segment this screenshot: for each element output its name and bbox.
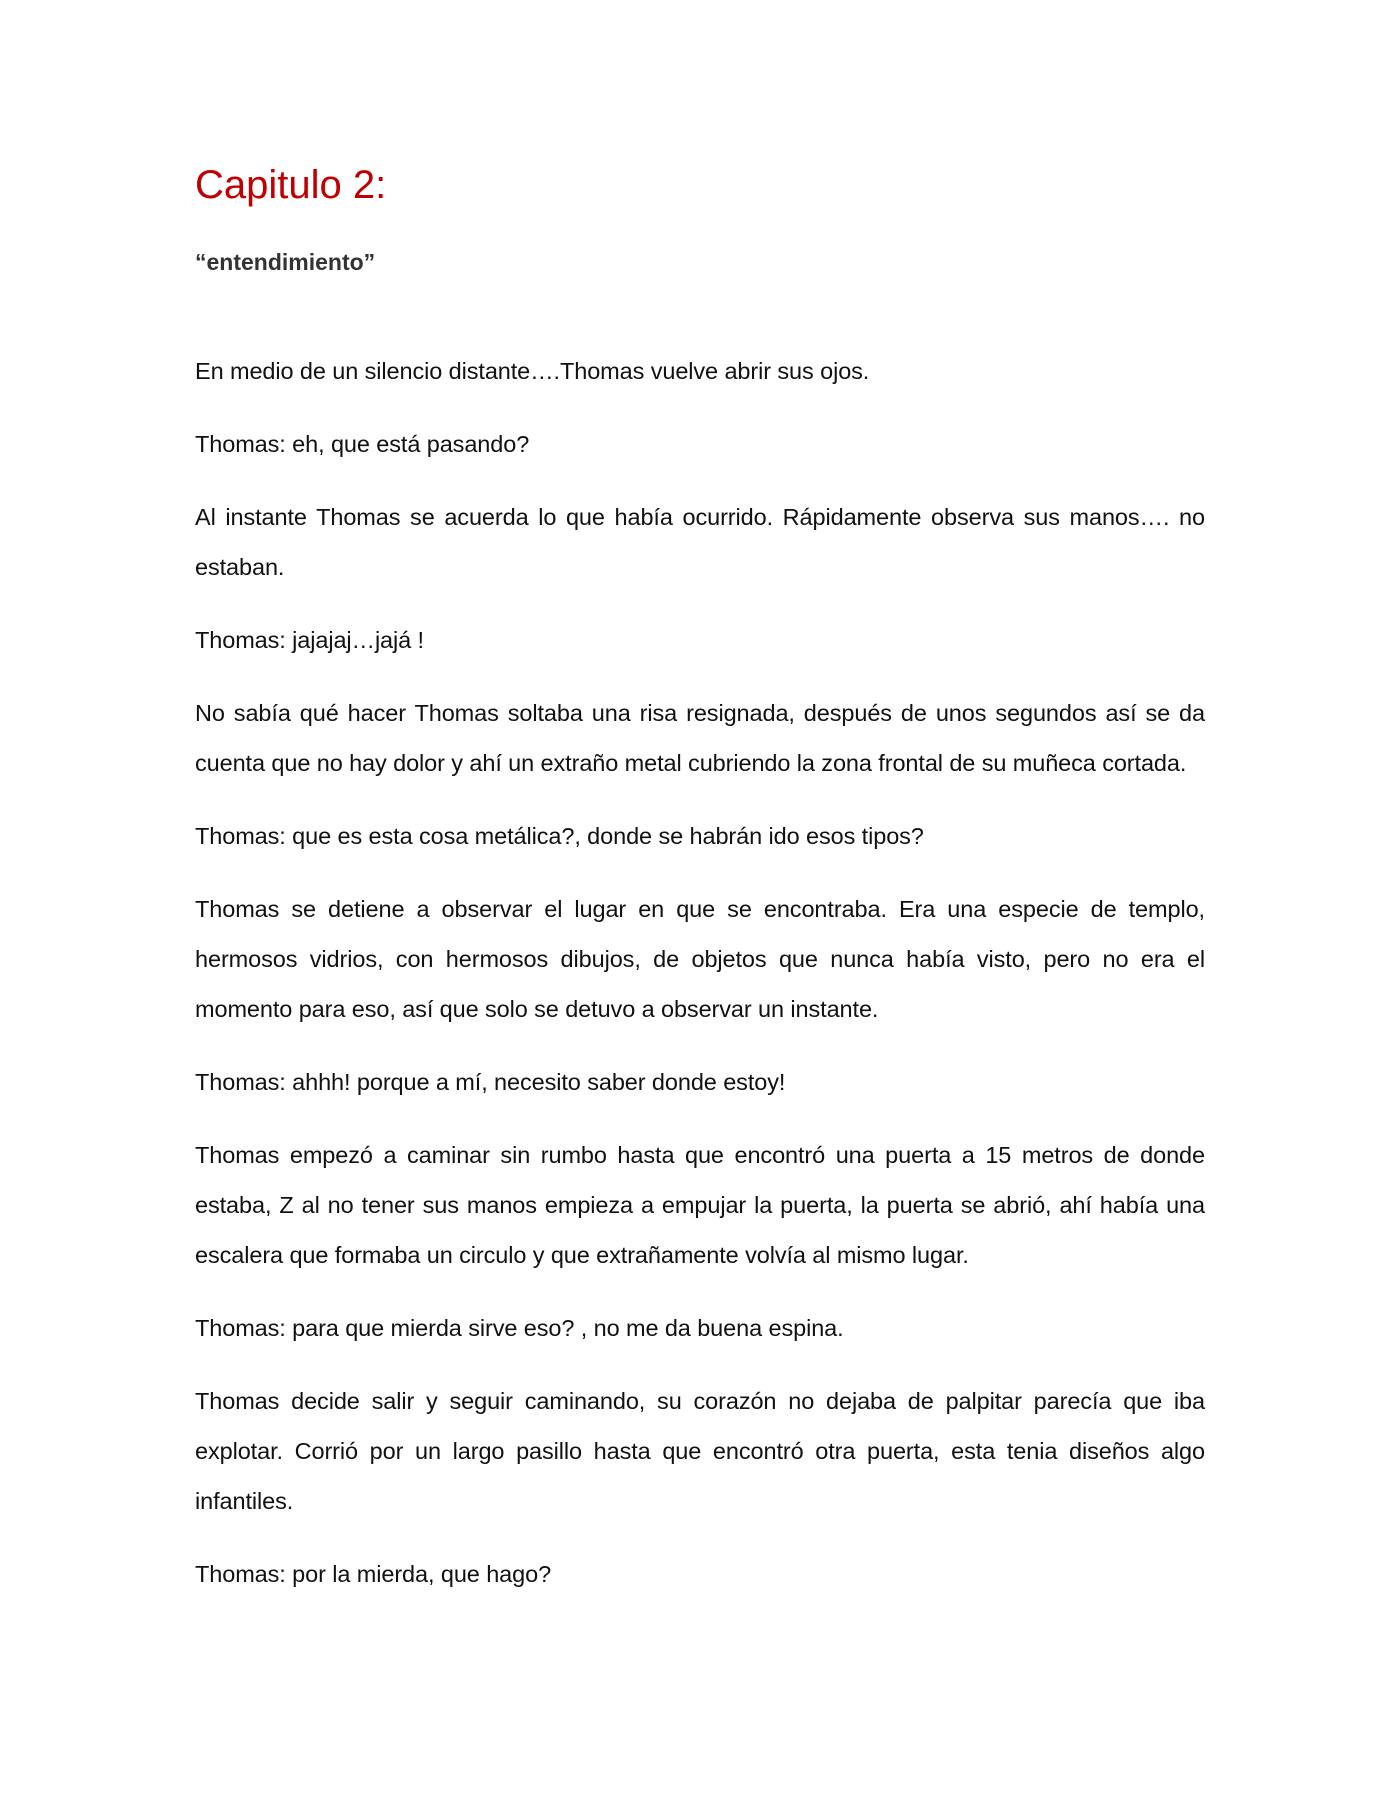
paragraph: No sabía qué hacer Thomas soltaba una risa resignada, después de unos segundos así se da cuenta que no hay dolor y ahí un extraño metal cubriendo la zona frontal de su muñeca cortada.	[195, 700, 1205, 776]
paragraph: En medio de un silencio distante….Thomas vuelve abrir sus ojos.	[195, 358, 870, 384]
paragraph: Thomas se detiene a observar el lugar en que se encontraba. Era una especie de templo, hermosos vidrios, con hermosos dibujos, de objetos que nunca había visto, pero no era el momento para eso, así que solo se detuvo a observar un instante.	[195, 896, 1205, 1022]
paragraph: Thomas: para que mierda sirve eso? , no me da buena espina.	[195, 1315, 844, 1341]
chapter-body	[195, 346, 1205, 1599]
paragraph: Thomas: ahhh! porque a mí, necesito saber donde estoy!	[195, 1069, 786, 1095]
paragraph: Thomas decide salir y seguir caminando, su corazón no dejaba de palpitar parecía que iba explotar. Corrió por un largo pasillo hasta que encontró otra puerta, esta tenia diseños algo infantiles.	[195, 1388, 1205, 1514]
document-page	[195, 160, 1205, 1622]
paragraph: Thomas: por la mierda, que hago?	[195, 1561, 552, 1587]
paragraph: Thomas empezó a caminar sin rumbo hasta que encontró una puerta a 15 metros de donde estaba, Z al no tener sus manos empieza a empujar la puerta, la puerta se abrió, ahí había una escalera que formaba un circulo y que extrañamente volvía al mismo lugar.	[195, 1142, 1205, 1268]
paragraph: Thomas: que es esta cosa metálica?, donde se habrán ido esos tipos?	[195, 823, 924, 849]
paragraph: Thomas: eh, que está pasando?	[195, 431, 530, 457]
chapter-title: Capitulo 2:	[195, 163, 387, 207]
paragraph: Al instante Thomas se acuerda lo que había ocurrido. Rápidamente observa sus manos…. no estaban.	[195, 504, 1205, 580]
paragraph: Thomas: jajajaj…jajá !	[195, 627, 424, 653]
chapter-subtitle: “entendimiento”	[195, 249, 376, 275]
